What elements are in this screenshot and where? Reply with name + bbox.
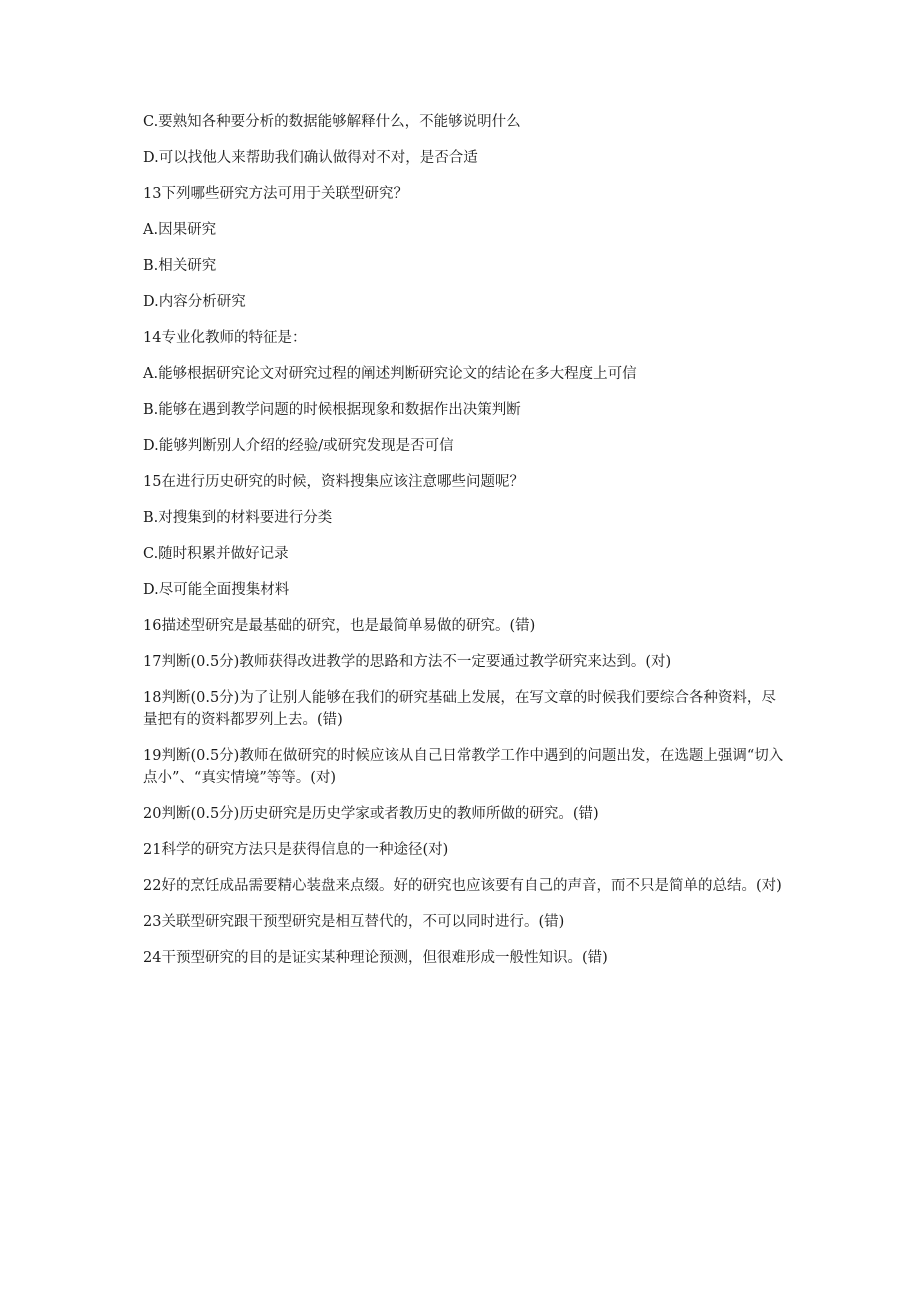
q13-option-a: A.因果研究 [143, 222, 217, 238]
question-24: 24干预型研究的目的是证实某种理论预测，但很难形成一般性知识。(错) [143, 950, 608, 966]
q13-option-d: D.内容分析研究 [143, 294, 246, 310]
question-14: 14专业化教师的特征是： [143, 330, 307, 346]
q15-option-d: D.尽可能全面搜集材料 [143, 582, 290, 598]
q15-option-b: B.对搜集到的材料要进行分类 [143, 510, 333, 526]
q14-option-b: B.能够在遇到教学问题的时候根据现象和数据作出决策判断 [143, 402, 521, 418]
option-c-data-interpretation: C.要熟知各种要分析的数据能够解释什么，不能够说明什么 [143, 114, 521, 130]
question-19: 19判断(0.5分)教师在做研究的时候应该从自己日常教学工作中遇到的问题出发，在选题上强调“切入点小”、“真实情境”等等。(对) [143, 748, 784, 786]
question-16: 16描述型研究是最基础的研究，也是最简单易做的研究。(错) [143, 618, 536, 634]
q14-option-a: A.能够根据研究论文对研究过程的阐述判断研究论文的结论在多大程度上可信 [143, 366, 637, 382]
q15-option-c: C.随时积累并做好记录 [143, 546, 289, 562]
question-23: 23关联型研究跟干预型研究是相互替代的，不可以同时进行。(错) [143, 914, 565, 930]
question-20: 20判断(0.5分)历史研究是历史学家或者教历史的教师所做的研究。(错) [143, 806, 599, 822]
q13-option-b: B.相关研究 [143, 258, 217, 274]
question-22: 22好的烹饪成品需要精心装盘来点缀。好的研究也应该要有自己的声音，而不只是简单的总结。(对) [143, 878, 782, 894]
question-13: 13下列哪些研究方法可用于关联型研究？ [143, 186, 408, 202]
question-17: 17判断(0.5分)教师获得改进教学的思路和方法不一定要通过教学研究来达到。(对) [143, 654, 672, 670]
document-body [143, 111, 785, 983]
question-18: 18判断(0.5分)为了让别人能够在我们的研究基础上发展，在写文章的时候我们要综合各种资料，尽量把有的资料都罗列上去。(错) [143, 690, 776, 728]
option-d-confirm-with-others: D.可以找他人来帮助我们确认做得对不对，是否合适 [143, 150, 478, 166]
q14-option-d: D.能够判断别人介绍的经验/或研究发现是否可信 [143, 438, 454, 454]
question-21: 21科学的研究方法只是获得信息的一种途径(对) [143, 842, 449, 858]
question-15: 15在进行历史研究的时候，资料搜集应该注意哪些问题呢？ [143, 474, 524, 490]
